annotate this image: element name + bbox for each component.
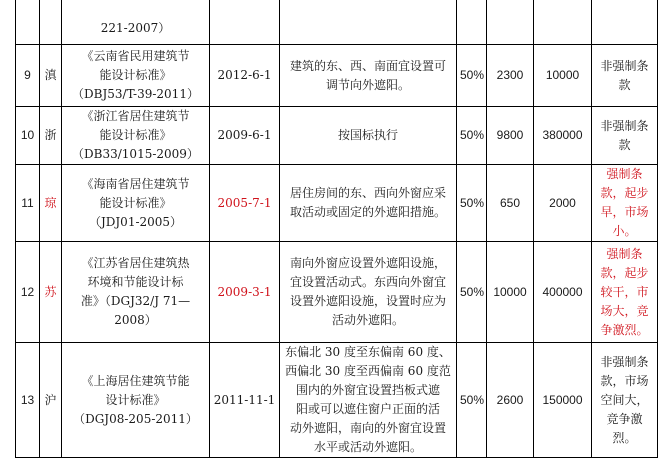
row-number <box>16 242 40 343</box>
shading-requirement-line: 按国标执行 <box>337 128 398 142</box>
value-1-line: 10000 <box>493 284 527 299</box>
province-abbrev <box>40 45 62 107</box>
standard-name-line: 《上海居住建筑节能 <box>81 373 190 388</box>
shading-requirement-line: 西偏北 30 度至西偏南 60 度范 <box>285 364 451 378</box>
province-abbrev <box>40 107 62 165</box>
energy-saving-rate <box>457 242 487 343</box>
standard-name-fragment: 221-2007） <box>62 0 210 45</box>
energy-saving-rate-line: 50% <box>460 195 485 210</box>
shading-requirement-line: 水平或活动外遮阳。 <box>313 440 422 454</box>
standard-name-line: 能设计标准》 <box>99 128 172 142</box>
value-2-line: 380000 <box>542 128 583 142</box>
effective-date <box>210 165 280 242</box>
shading-requirement-line: 居住房间的东、西向外窗应采 <box>289 186 446 200</box>
standard-name <box>62 45 210 107</box>
shading-requirement-line: 南向外窗应设置外遮阳设施， <box>289 256 446 270</box>
row-number-line: 10 <box>20 128 35 142</box>
remark-line: 早，市场 <box>600 205 649 219</box>
value-1 <box>487 45 534 107</box>
standard-name <box>62 165 210 242</box>
table-row <box>16 45 658 107</box>
row-number-line: 12 <box>20 284 35 299</box>
remark-line: 款，起步 <box>600 265 649 280</box>
standard-name <box>62 107 210 165</box>
remark-line: 款，市场 <box>600 373 649 388</box>
shading-requirement-line: 阳或可以遮住窗户正面的活 <box>295 402 440 416</box>
standard-name <box>62 343 210 458</box>
table-body <box>16 0 658 458</box>
value-1 <box>487 107 534 165</box>
energy-saving-rate <box>457 165 487 242</box>
remark-line: 场大，竞 <box>600 303 649 318</box>
standards-table <box>15 0 658 458</box>
table-row-partial <box>16 0 658 45</box>
standard-name-line: 设计标准》 <box>105 392 166 407</box>
energy-saving-rate <box>457 343 487 458</box>
shading-requirement-line: 动外遮阳，南向的外窗宜设置 <box>289 421 446 435</box>
standard-name-line: 《浙江省居住建筑节 <box>81 109 190 123</box>
remark-line: 款 <box>618 137 631 152</box>
remark-line: 款 <box>618 77 631 92</box>
shading-requirement-line: 东偏北 30 度至东偏南 60 度、 <box>285 345 451 359</box>
effective-date <box>210 242 280 343</box>
shading-requirement-line: 围内的外窗宜设置挡板式遮 <box>295 383 440 397</box>
remark <box>592 165 658 242</box>
province-abbrev-line: 苏 <box>44 284 57 299</box>
value-2 <box>534 45 592 107</box>
standard-name-line: 《江苏省居住建筑热 <box>81 256 190 270</box>
province-abbrev <box>40 343 62 458</box>
table-row <box>16 343 658 458</box>
value-2-line: 150000 <box>542 392 583 407</box>
remark-line: 非强制条 <box>600 354 649 369</box>
row-number-line: 9 <box>24 68 31 82</box>
remark-line: 竞争激 <box>606 411 643 426</box>
value-2 <box>534 242 592 343</box>
remark-line: 空间大， <box>600 392 649 407</box>
row-number <box>16 45 40 107</box>
standard-name <box>62 242 210 343</box>
remark-line: 强制条 <box>606 167 643 181</box>
remark-line: 款，起步 <box>600 186 649 200</box>
row-number-line: 11 <box>21 195 34 210</box>
remark-line: 烈。 <box>612 430 637 445</box>
value-1-line: 9800 <box>496 128 524 142</box>
effective-date <box>210 107 280 165</box>
energy-saving-rate-line: 50% <box>460 284 485 299</box>
standard-name-line: 《海南省居住建筑节 <box>81 176 190 191</box>
row-number <box>16 165 40 242</box>
shading-requirement-line: 活动外遮阳。 <box>331 313 404 327</box>
remark <box>592 242 658 343</box>
table-row <box>16 107 658 165</box>
standard-name-line: 能设计标准》 <box>99 195 172 210</box>
province-abbrev <box>40 242 62 343</box>
standard-name-line: （DB33/1015-2009） <box>72 147 199 161</box>
effective-date <box>210 343 280 458</box>
value-1-line: 2600 <box>496 392 524 407</box>
province-abbrev-line: 浙 <box>44 128 57 142</box>
effective-date-line: 2009-3-1 <box>217 284 272 299</box>
shading-requirement-line: 建筑的东、西、南面宜设置可 <box>289 58 446 73</box>
province-abbrev-line: 滇 <box>44 68 57 82</box>
value-2 <box>534 165 592 242</box>
row-number-line: 13 <box>20 392 35 407</box>
remark-line: 强制条 <box>606 246 643 261</box>
value-1-line: 2300 <box>496 68 524 82</box>
value-2 <box>534 343 592 458</box>
table-row <box>16 242 658 343</box>
value-1-line: 650 <box>499 195 521 210</box>
value-2-line: 10000 <box>545 68 580 82</box>
energy-saving-rate-line: 50% <box>460 128 485 142</box>
effective-date <box>210 45 280 107</box>
remark-line: 非强制条 <box>600 58 649 73</box>
effective-date-line: 2012-6-1 <box>217 68 272 82</box>
row-number <box>16 343 40 458</box>
province-abbrev-line: 沪 <box>44 392 57 407</box>
standard-name-line: （DGJ08-205-2011） <box>73 411 198 426</box>
shading-requirement-line: 设置外遮阳设施，设置时应为 <box>289 294 446 308</box>
table-row <box>16 165 658 242</box>
effective-date-line: 2011-11-1 <box>213 392 276 407</box>
effective-date-line: 2005-7-1 <box>217 195 272 210</box>
remark <box>592 45 658 107</box>
value-1 <box>487 343 534 458</box>
standard-name-line: 准》（DGJ32/J 71— <box>80 294 191 308</box>
remark-line: 小。 <box>612 224 637 238</box>
province-abbrev <box>40 165 62 242</box>
province-abbrev-line: 琼 <box>44 195 57 210</box>
shading-requirement <box>280 107 457 165</box>
standard-name-line: 《云南省民用建筑节 <box>81 49 190 63</box>
shading-requirement <box>280 165 457 242</box>
value-1 <box>487 242 534 343</box>
energy-saving-rate <box>457 107 487 165</box>
shading-requirement-line: 调节向外遮阳。 <box>325 77 410 92</box>
shading-requirement <box>280 242 457 343</box>
standard-name-line: （JDJ01-2005） <box>88 214 183 229</box>
shading-requirement <box>280 45 457 107</box>
standard-name-line: 环境和节能设计标 <box>87 275 184 289</box>
standard-name-line: （DBJ53/T-39-2011） <box>72 87 199 101</box>
shading-requirement <box>280 343 457 458</box>
remark <box>592 343 658 458</box>
effective-date-line: 2009-6-1 <box>217 128 272 142</box>
shading-requirement-line: 宜设置活动式。东西向外窗宜 <box>289 275 446 289</box>
energy-saving-rate-line: 50% <box>460 68 485 82</box>
remark-line: 非强制条 <box>600 118 649 133</box>
value-1 <box>487 165 534 242</box>
standard-name-line: 2008） <box>114 313 157 327</box>
value-2-line: 2000 <box>549 195 576 210</box>
remark-line: 争激烈。 <box>600 322 649 337</box>
value-2-line: 400000 <box>542 284 583 299</box>
energy-saving-rate <box>457 45 487 107</box>
remark <box>592 107 658 165</box>
energy-saving-rate-line: 50% <box>460 392 485 407</box>
value-2 <box>534 107 592 165</box>
row-number <box>16 107 40 165</box>
remark-line: 较干，市 <box>600 284 649 299</box>
shading-requirement-line: 取活动或固定的外遮阳措施。 <box>289 205 446 219</box>
standard-name-line: 能设计标准》 <box>99 68 172 82</box>
